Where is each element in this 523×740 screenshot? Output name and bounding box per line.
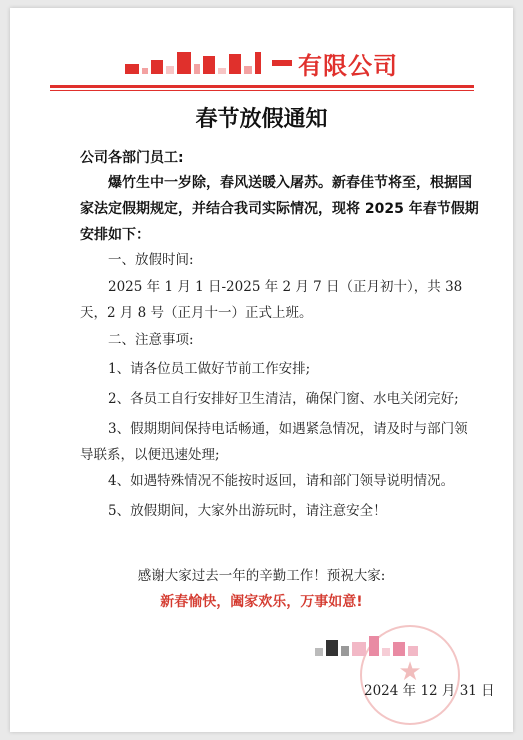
- list-item: 4、如遇特殊情况不能按时返回，请和部门领导说明情况。: [108, 473, 455, 489]
- letterhead: [10, 46, 513, 80]
- list-item: 2、各员工自行安排好卫生清洁，确保门窗、水电关闭完好;: [108, 391, 459, 407]
- header-divider-thick: [50, 85, 474, 88]
- notice-page: [10, 8, 513, 732]
- section1-heading: 一、放假时间:: [108, 252, 194, 268]
- company-suffix: 有限公司: [298, 51, 398, 80]
- issue-date: 2024 年 12 月 31 日: [364, 683, 495, 699]
- section1-body: 2025 年 1 月 1 日-2025 年 2 月 7 日（正月初十），共 38 天，2 月 8 号（正月十一）正式上班。: [80, 279, 463, 321]
- thanks-line: 感谢大家过去一年的辛勤工作！预祝大家:: [137, 568, 386, 584]
- redacted-signature: [315, 636, 418, 656]
- header-divider-thin: [50, 90, 474, 91]
- notice-title: 春节放假通知: [195, 107, 328, 132]
- list-item: 5、放假期间，大家外出游玩时，请注意安全！: [108, 503, 387, 519]
- holiday-wish: 新春愉快，阖家欢乐，万事如意!: [160, 594, 363, 610]
- intro-paragraph: 爆竹生中一岁除，春风送暖入屠苏。新春佳节将至，根据国家法定假期规定，并结合我司实际情况，现将 2025 年春节假期安排如下：: [80, 175, 479, 243]
- list-item: 3、假期期间保持电话畅通，如遇紧急情况，请及时与部门领导联系，以便迅速处理;: [80, 421, 468, 463]
- salutation: 公司各部门员工:: [80, 150, 184, 166]
- list-item: 1、请各位员工做好节前工作安排;: [108, 361, 311, 377]
- redacted-company-name: [125, 52, 292, 74]
- seal-star-icon: ★: [398, 657, 422, 687]
- section2-heading: 二、注意事项:: [108, 332, 194, 348]
